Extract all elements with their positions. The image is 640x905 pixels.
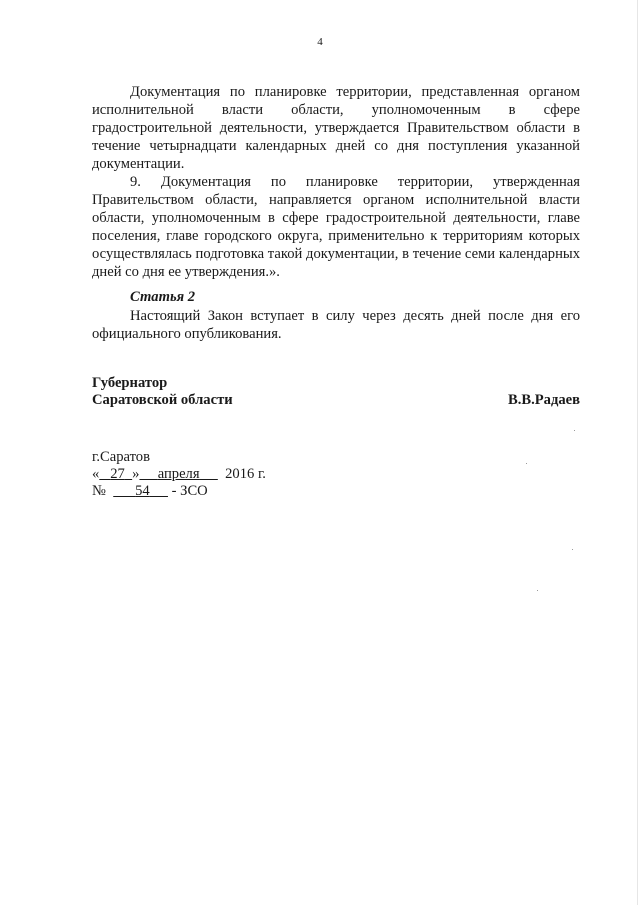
- paragraph-item-9: 9. Документация по планировке территории, утвержденная Правительством области, направляется органом исполнительной власти области, уполномоченным в сфере градостроительной деятельности, главе поселения, главе городского округа, применительно к территориям которых осуществлялась подготовка такой документации, в течение семи календарных дней со дня ее утверждения.».: [92, 174, 580, 280]
- date-close-quote: »: [132, 466, 140, 482]
- place-date-number-block: [92, 449, 266, 500]
- scan-speck: [572, 549, 573, 550]
- paragraph-1-block: [92, 83, 580, 173]
- scan-edge-line: [637, 0, 638, 905]
- date-line: [92, 466, 266, 483]
- article-2-text: Настоящий Закон вступает в силу через десять дней после дня его официального опубликования.: [92, 308, 580, 342]
- number-sign: №: [92, 483, 106, 499]
- number-suffix: - ЗСО: [171, 483, 208, 499]
- scan-speck: [574, 430, 575, 431]
- document-number-line: [92, 483, 266, 500]
- signature-block: [92, 375, 580, 409]
- date-year: 2016 г.: [225, 466, 266, 482]
- document-number: 54: [135, 483, 150, 499]
- date-day: 27: [110, 466, 125, 482]
- page-number: 4: [317, 36, 323, 48]
- signatory-position-line1: Губернатор: [92, 375, 168, 391]
- city-line: г.Саратов: [92, 449, 150, 465]
- scan-speck: [537, 590, 538, 591]
- scan-speck: [526, 463, 527, 464]
- paragraph-2-block: [92, 173, 580, 281]
- date-open-quote: «: [92, 466, 100, 482]
- article-2-title: Статья 2: [130, 289, 196, 305]
- date-month: апреля: [157, 466, 200, 482]
- signatory-position-line2: Саратовской области: [92, 392, 233, 408]
- article-2-block: [92, 307, 580, 343]
- paragraph-planning-approval: Документация по планировке территории, представленная органом исполнительной власти области, уполномоченным в сфере градостроительной деятельности, утверждается Правительством области в течение четырнадцати календарных дней со дня поступления указанной документации.: [92, 84, 580, 172]
- signatory-name: В.В.Радаев: [507, 392, 580, 408]
